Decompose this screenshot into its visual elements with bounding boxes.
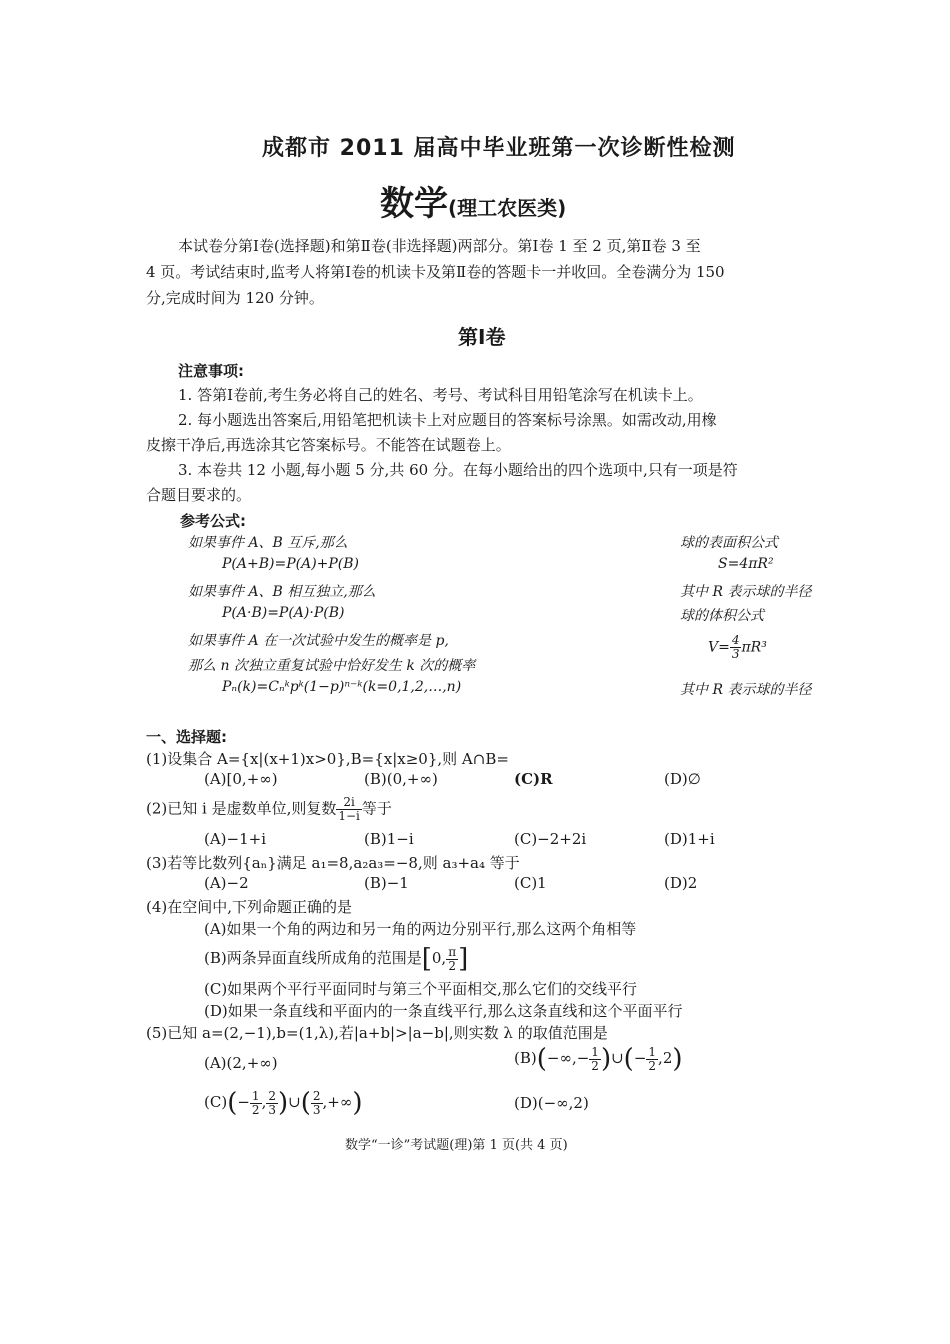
q5-option-c [204,1088,363,1118]
q5-c-f1-den: 2 [251,1102,260,1117]
formula-left-1: 如果事件 A、B 互斥,那么 [188,535,348,551]
right-paren: ) [352,1088,363,1118]
volume-title: 第Ⅰ卷 [458,325,506,349]
q2-option-c: (C)−2+2i [514,830,587,848]
q5-b-f1-den: 2 [591,1058,599,1073]
q1-option-c: (C)R [514,770,553,788]
q4-stem: (4)在空间中,下列命题正确的是 [146,898,353,916]
formula-left-5: 如果事件 A 在一次试验中发生的概率是 p, [188,633,449,649]
q5-c-f2-num: 2 [268,1088,276,1103]
intro-line-3: 分,完成时间为 120 分钟。 [146,289,324,307]
q5-c-part1: − [237,1093,250,1111]
q1-option-a: (A)[0,+∞) [204,770,278,788]
q1-option-d: (D)∅ [664,770,701,788]
q2-frac-num: 2i [336,796,362,810]
section-title: 一、选择题: [146,728,227,746]
formula-right-1: 球的表面积公式 [680,535,778,551]
q4-b-pre: (B)两条异面直线所成角的范围是 [204,949,422,967]
formula-right-3: 其中 R 表示球的半径 [680,584,812,600]
q1-option-b: (B)(0,+∞) [364,770,438,788]
notice-line-2: 2. 每小题选出答案后,用铅笔把机读卡上对应题目的答案标号涂黑。如需改动,用橡 [178,411,717,429]
notice-line-5: 合题目要求的。 [146,486,252,504]
q5-c-f1-num: 1 [251,1088,260,1103]
notice-line-1: 1. 答第Ⅰ卷前,考生务必将自己的姓名、考号、考试科目用铅笔涂写在机读卡上。 [178,386,703,404]
volume-frac-den: 3 [731,647,740,661]
q4-b-frac-num: π [448,944,457,959]
q5-c-union: ∪ [288,1093,301,1111]
q2-option-a: (A)−1+i [204,830,267,848]
q5-c-f3-num: 2 [312,1088,321,1103]
formula-right-7: 其中 R 表示球的半径 [680,682,812,698]
q4-option-d: (D)如果一条直线和平面内的一条直线平行,那么这条直线和这个平面平行 [204,1002,683,1020]
q3-option-b: (B)−1 [364,874,409,892]
q2-option-b: (B)1−i [364,830,414,848]
q3-option-d: (D)2 [664,874,698,892]
q5-b-frac2 [646,1046,658,1073]
q3-stem: (3)若等比数列{aₙ}满足 a₁=8,a₂a₃=−8,则 a₃+a₄ 等于 [146,854,520,872]
q5-b-f1-num: 1 [591,1044,599,1059]
q5-b-part1: −∞,− [546,1049,590,1067]
q2-stem [146,796,392,823]
q5-c-frac1 [250,1090,262,1117]
right-bracket: ] [458,944,469,974]
q5-option-d: (D)(−∞,2) [514,1094,589,1112]
notice-heading: 注意事项: [178,362,244,380]
q5-b-pre: (B) [514,1049,537,1067]
exam-title: 成都市 2011 届高中毕业班第一次诊断性检测 [262,136,736,161]
q3-option-a: (A)−2 [204,874,249,892]
intro-line-1: 本试卷分第Ⅰ卷(选择题)和第Ⅱ卷(非选择题)两部分。第Ⅰ卷 1 至 2 页,第Ⅱ卷 3 至 [178,237,701,255]
q5-c-f3-den: 3 [312,1102,321,1117]
volume-v: V= [708,639,730,656]
q5-b-part2: − [633,1049,647,1067]
q4-option-c: (C)如果两个平行平面同时与第三个平面相交,那么它们的交线平行 [204,980,637,998]
q5-c-frac3 [311,1090,323,1117]
formula-left-7: Pₙ(k)=Cₙᵏpᵏ(1−p)ⁿ⁻ᵏ(k=0,1,2,…,n) [222,679,462,695]
q5-c-pre: (C) [204,1093,228,1111]
notice-line-3: 皮擦干净后,再选涂其它答案标号。不能答在试题卷上。 [146,436,511,454]
q5-b-union: ∪ [611,1049,624,1067]
left-paren: ( [227,1088,238,1118]
q5-c-frac2 [266,1090,278,1117]
right-paren: ) [672,1044,683,1074]
q5-b-part3: ,2 [658,1049,673,1067]
q2-fraction [336,796,362,823]
page-footer: 数学“一诊”考试题(理)第 1 页(共 4 页) [345,1138,568,1153]
q2-stem-post: 等于 [361,799,392,818]
subject-name: 数学 [380,184,448,224]
q5-b-frac1 [589,1046,601,1073]
q2-option-d: (D)1+i [664,830,715,848]
formula-right-2: S=4πR² [718,556,774,572]
q5-b-f2-den: 2 [648,1058,657,1073]
left-paren: ( [536,1044,547,1074]
volume-frac-num: 4 [731,633,740,647]
q2-frac-den: 1−i [338,809,360,823]
right-paren: ) [600,1044,612,1074]
q5-b-f2-num: 1 [648,1044,657,1059]
formula-heading: 参考公式: [180,512,246,530]
q4-b-left: 0, [431,949,447,967]
formula-right-4: 球的体积公式 [680,608,764,624]
volume-fraction [730,634,742,661]
q4-b-frac-den: 2 [448,958,456,973]
q5-option-a: (A)(2,+∞) [204,1054,278,1072]
q5-option-b [514,1044,683,1074]
q5-c-part-end: ,+∞ [322,1093,353,1111]
formula-left-4: P(A·B)=P(A)·P(B) [222,605,345,621]
q4-option-a: (A)如果一个角的两边和另一角的两边分别平行,那么这两个角相等 [204,920,637,938]
q1-stem: (1)设集合 A={x|(x+1)x>0},B={x|x≥0},则 A∩B= [146,750,509,768]
subject-type: (理工农医类) [448,196,567,220]
sphere-volume-formula [708,634,767,661]
left-paren: ( [300,1088,311,1118]
left-bracket: [ [421,944,432,974]
formula-left-2: P(A+B)=P(A)+P(B) [222,556,360,572]
formula-left-3: 如果事件 A、B 相互独立,那么 [188,584,376,600]
volume-pir3: πR³ [741,639,767,656]
q2-stem-pre: (2)已知 i 是虚数单位,则复数 [146,799,337,818]
right-paren: ) [277,1088,289,1118]
q5-stem: (5)已知 a=(2,−1),b=(1,λ),若|a+b|>|a−b|,则实数 λ 的取值范围是 [146,1024,608,1042]
q4-option-b [204,944,468,974]
formula-left-6: 那么 n 次独立重复试验中恰好发生 k 次的概率 [188,658,476,674]
intro-line-2: 4 页。考试结束时,监考人将第Ⅰ卷的机读卡及第Ⅱ卷的答题卡一并收回。全卷满分为 150 [146,263,725,281]
q5-c-f2-den: 3 [268,1102,276,1117]
left-paren: ( [623,1044,634,1074]
q3-option-c: (C)1 [514,874,547,892]
q5-c-comma: , [261,1093,267,1111]
subject-heading [380,176,566,225]
q4-b-fraction [446,946,458,973]
notice-line-4: 3. 本卷共 12 小题,每小题 5 分,共 60 分。在每小题给出的四个选项中,只有一项是符 [178,461,738,479]
